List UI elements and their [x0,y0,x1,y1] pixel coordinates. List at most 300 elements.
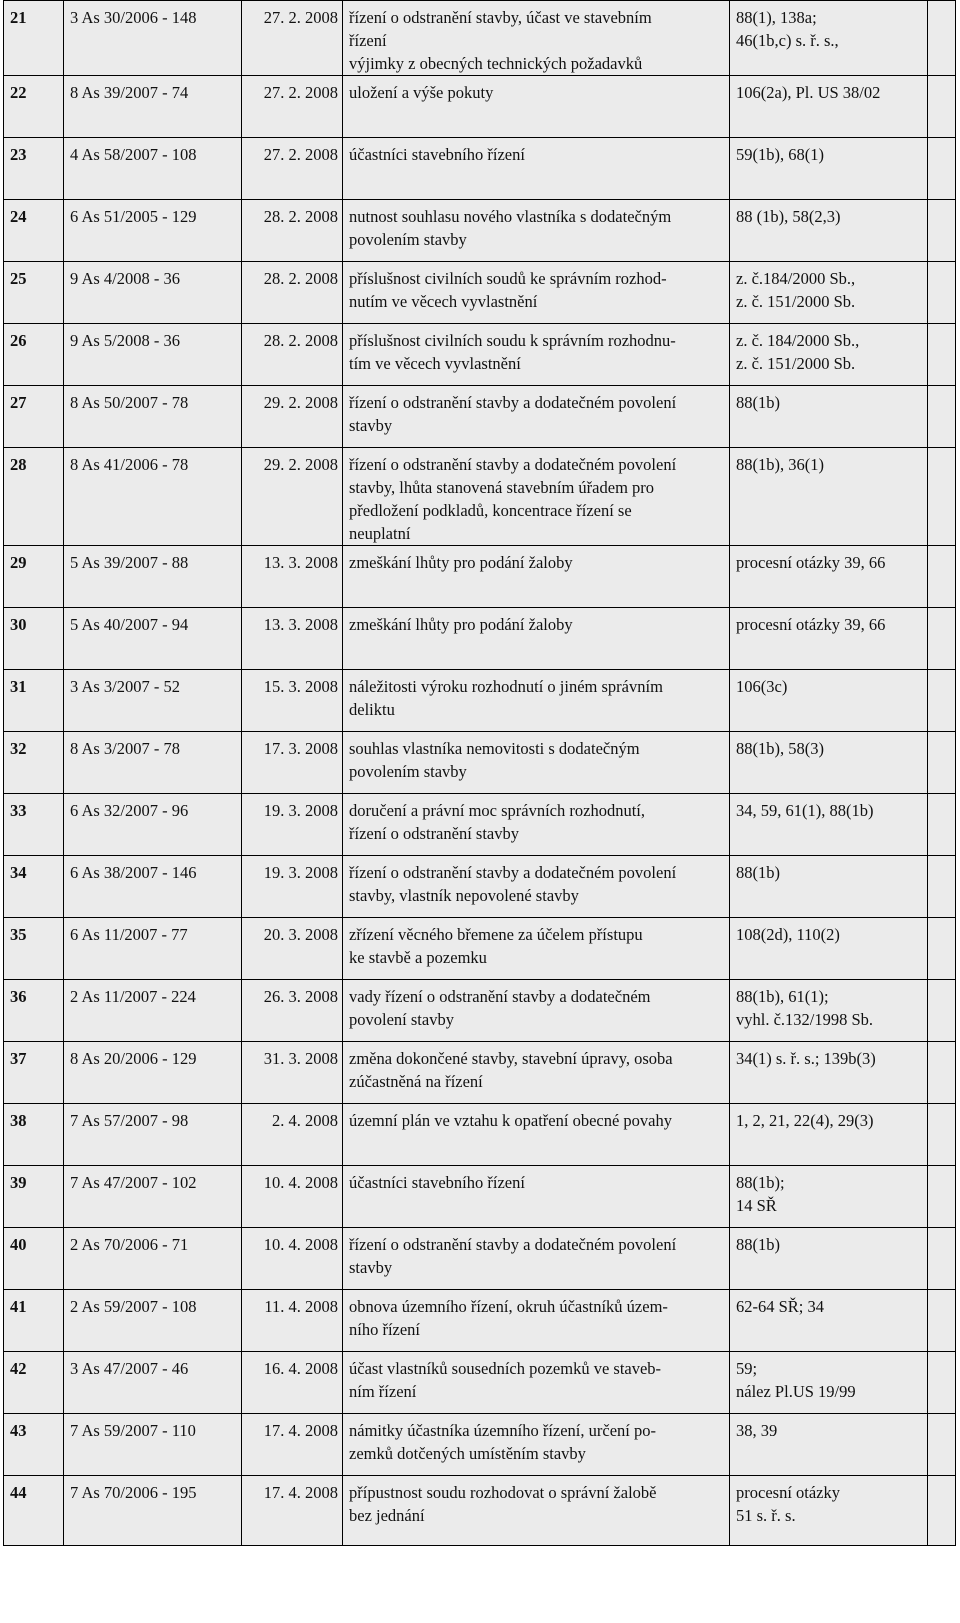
row-number: 21 [10,8,27,27]
decision-date: 15. 3. 2008 [263,677,338,696]
row-number-cell [4,608,64,670]
decision-date-cell [242,1104,343,1166]
subject-line: povolení stavby [349,1010,454,1029]
case-reference-cell [64,386,242,448]
paragraph-reference: z. č. 151/2000 Sb. [736,354,856,373]
table-row [4,448,956,546]
empty-shaded-cell [928,856,956,918]
empty-shaded-cell [928,546,956,608]
paragraphs-cell [730,1228,928,1290]
decision-date: 17. 3. 2008 [263,739,338,758]
paragraph-reference: vyhl. č.132/1998 Sb. [736,1010,874,1029]
case-reference-cell [64,324,242,386]
row-number-cell [4,980,64,1042]
table-row [4,794,956,856]
paragraph-reference: nález Pl.US 19/99 [736,1382,856,1401]
subject-line: neuplatní [349,524,411,543]
paragraph-reference: 88(1b), 36(1) [736,455,824,474]
subject-line: povolením stavby [349,762,467,781]
paragraphs-cell [730,1290,928,1352]
subject-cell [343,200,730,262]
case-reference-cell [64,1166,242,1228]
case-reference: 3 As 47/2007 - 46 [70,1359,189,1378]
case-reference: 9 As 5/2008 - 36 [70,331,181,350]
paragraphs-cell [730,1104,928,1166]
case-reference-cell [64,918,242,980]
subject-line: obnova územního řízení, okruh účastníků územ- [349,1297,668,1316]
row-number-cell [4,1290,64,1352]
decision-date: 13. 3. 2008 [263,615,338,634]
empty-shaded-cell [928,1042,956,1104]
subject-cell [343,1290,730,1352]
subject-line: deliktu [349,700,395,719]
decision-date: 20. 3. 2008 [263,925,338,944]
paragraphs-cell [730,324,928,386]
case-reference: 3 As 3/2007 - 52 [70,677,181,696]
table-row [4,1476,956,1546]
empty-shaded-cell [928,1352,956,1414]
row-number-cell [4,1414,64,1476]
paragraphs-cell [730,608,928,670]
paragraph-reference: 88(1), 138a; [736,8,817,27]
table-row [4,1104,956,1166]
paragraphs-cell [730,918,928,980]
case-reference: 2 As 70/2006 - 71 [70,1235,189,1254]
decision-date: 31. 3. 2008 [263,1049,338,1068]
case-reference-cell [64,670,242,732]
decision-date: 16. 4. 2008 [263,1359,338,1378]
paragraph-reference: 62-64 SŘ; 34 [736,1297,825,1316]
decision-date-cell [242,200,343,262]
table-row [4,1290,956,1352]
subject-line: řízení o odstranění stavby a dodatečném povolení [349,455,677,474]
row-number-cell [4,918,64,980]
decision-date-cell [242,262,343,324]
subject-line: řízení o odstranění stavby a dodatečném povolení [349,1235,677,1254]
case-reference: 7 As 59/2007 - 110 [70,1421,196,1440]
subject-cell [343,1414,730,1476]
subject-cell [343,794,730,856]
row-number: 44 [10,1483,27,1502]
paragraph-reference: 14 SŘ [736,1196,777,1215]
subject-line: přípustnost soudu rozhodovat o správní žalobě [349,1483,657,1502]
paragraph-reference: 51 s. ř. s. [736,1506,796,1525]
table-row [4,1414,956,1476]
case-reference-cell [64,1104,242,1166]
case-reference: 2 As 59/2007 - 108 [70,1297,197,1316]
paragraph-reference: 106(2a), Pl. US 38/02 [736,83,881,102]
case-reference-cell [64,1042,242,1104]
paragraph-reference: 38, 39 [736,1421,778,1440]
subject-line: účast vlastníků sousedních pozemků ve staveb- [349,1359,662,1378]
subject-cell [343,1352,730,1414]
subject-line: účastníci stavebního řízení [349,145,525,164]
subject-line: bez jednání [349,1506,425,1525]
case-reference-cell [64,608,242,670]
case-reference: 9 As 4/2008 - 36 [70,269,181,288]
row-number-cell [4,1352,64,1414]
table-row [4,386,956,448]
table-row [4,1,956,76]
table-row [4,608,956,670]
subject-line: zřízení věcného břemene za účelem přístupu [349,925,643,944]
subject-cell [343,262,730,324]
subject-line: řízení o odstranění stavby [349,824,519,843]
subject-line: změna dokončené stavby, stavební úpravy, osoba [349,1049,673,1068]
paragraph-reference: 88(1b) [736,393,780,412]
paragraphs-cell [730,1414,928,1476]
paragraph-reference: 108(2d), 110(2) [736,925,840,944]
empty-shaded-cell [928,794,956,856]
case-reference-cell [64,1,242,76]
decision-date: 26. 3. 2008 [263,987,338,1006]
empty-shaded-cell [928,670,956,732]
row-number: 22 [10,83,27,102]
subject-line: náležitosti výroku rozhodnutí o jiném správním [349,677,663,696]
empty-shaded-cell [928,200,956,262]
subject-line: příslušnost civilních soudů ke správním rozhod- [349,269,667,288]
table-row [4,138,956,200]
subject-line: nutím ve věcech vyvlastnění [349,292,538,311]
row-number-cell [4,1228,64,1290]
subject-line: řízení [349,31,387,50]
subject-cell [343,386,730,448]
case-reference-cell [64,200,242,262]
case-reference: 6 As 11/2007 - 77 [70,925,188,944]
row-number-cell [4,1104,64,1166]
case-reference: 8 As 20/2006 - 129 [70,1049,197,1068]
table-row [4,1166,956,1228]
table-row [4,918,956,980]
paragraph-reference: procesní otázky 39, 66 [736,553,886,572]
subject-line: námitky účastníka územního řízení, určení po- [349,1421,656,1440]
case-reference-cell [64,1414,242,1476]
subject-cell [343,138,730,200]
row-number-cell [4,1042,64,1104]
subject-line: zúčastněná na řízení [349,1072,483,1091]
case-reference: 7 As 70/2006 - 195 [70,1483,197,1502]
paragraph-reference: 88 (1b), 58(2,3) [736,207,841,226]
empty-shaded-cell [928,1290,956,1352]
table-row [4,732,956,794]
row-number: 24 [10,207,27,226]
row-number: 30 [10,615,27,634]
table-row [4,324,956,386]
subject-line: účastníci stavebního řízení [349,1173,525,1192]
case-reference-cell [64,1290,242,1352]
paragraphs-cell [730,670,928,732]
paragraphs-cell [730,1,928,76]
row-number-cell [4,138,64,200]
row-number: 42 [10,1359,27,1378]
paragraphs-cell [730,546,928,608]
row-number: 36 [10,987,27,1006]
decision-date-cell [242,1414,343,1476]
empty-shaded-cell [928,1414,956,1476]
case-reference-cell [64,1228,242,1290]
row-number: 26 [10,331,27,350]
table-row [4,1042,956,1104]
empty-shaded-cell [928,1166,956,1228]
decision-date-cell [242,1290,343,1352]
decision-date: 28. 2. 2008 [263,207,338,226]
subject-line: zemků dotčených umístěním stavby [349,1444,586,1463]
decision-date: 27. 2. 2008 [263,83,338,102]
subject-line: stavby [349,1258,393,1277]
row-number-cell [4,1166,64,1228]
table-body [4,1,956,1546]
empty-shaded-cell [928,1476,956,1546]
subject-cell [343,1104,730,1166]
empty-shaded-cell [928,386,956,448]
case-reference: 2 As 11/2007 - 224 [70,987,196,1006]
subject-cell [343,1166,730,1228]
decision-date-cell [242,670,343,732]
case-reference: 5 As 39/2007 - 88 [70,553,189,572]
row-number-cell [4,262,64,324]
decision-date-cell [242,546,343,608]
case-reference: 6 As 38/2007 - 146 [70,863,197,882]
subject-cell [343,980,730,1042]
case-law-table [3,0,956,1546]
decision-date: 2. 4. 2008 [272,1111,338,1130]
case-reference: 7 As 47/2007 - 102 [70,1173,197,1192]
row-number: 37 [10,1049,27,1068]
paragraph-reference: procesní otázky 39, 66 [736,615,886,634]
row-number: 39 [10,1173,27,1192]
table-row [4,76,956,138]
subject-line: doručení a právní moc správních rozhodnutí, [349,801,645,820]
subject-line: územní plán ve vztahu k opatření obecné povahy [349,1111,673,1130]
paragraphs-cell [730,1166,928,1228]
paragraphs-cell [730,76,928,138]
empty-shaded-cell [928,324,956,386]
row-number-cell [4,386,64,448]
case-reference: 8 As 50/2007 - 78 [70,393,189,412]
table-row [4,670,956,732]
row-number: 28 [10,455,27,474]
case-reference: 8 As 39/2007 - 74 [70,83,189,102]
row-number: 43 [10,1421,27,1440]
case-reference: 3 As 30/2006 - 148 [70,8,197,27]
row-number-cell [4,76,64,138]
paragraphs-cell [730,856,928,918]
row-number-cell [4,794,64,856]
subject-line: ního řízení [349,1320,421,1339]
row-number: 23 [10,145,27,164]
row-number: 34 [10,863,27,882]
subject-cell [343,546,730,608]
decision-date-cell [242,608,343,670]
table-row [4,262,956,324]
paragraph-reference: 46(1b,c) s. ř. s., [736,31,839,50]
decision-date: 11. 4. 2008 [264,1297,338,1316]
paragraph-reference: z. č. 151/2000 Sb. [736,292,856,311]
paragraph-reference: 88(1b), 61(1); [736,987,829,1006]
paragraphs-cell [730,1042,928,1104]
subject-line: nutnost souhlasu nového vlastníka s dodatečným [349,207,672,226]
case-reference: 6 As 51/2005 - 129 [70,207,197,226]
subject-line: povolením stavby [349,230,467,249]
case-reference-cell [64,732,242,794]
subject-line: řízení o odstranění stavby, účast ve stavebním [349,8,652,27]
empty-shaded-cell [928,138,956,200]
decision-date: 27. 2. 2008 [263,8,338,27]
empty-shaded-cell [928,918,956,980]
row-number-cell [4,856,64,918]
decision-date: 17. 4. 2008 [263,1483,338,1502]
decision-date-cell [242,1042,343,1104]
empty-shaded-cell [928,448,956,546]
empty-shaded-cell [928,262,956,324]
decision-date: 19. 3. 2008 [263,863,338,882]
subject-line: vady řízení o odstranění stavby a dodatečném [349,987,651,1006]
case-reference-cell [64,76,242,138]
paragraphs-cell [730,138,928,200]
table-row [4,980,956,1042]
row-number-cell [4,732,64,794]
subject-line: ke stavbě a pozemku [349,948,487,967]
empty-shaded-cell [928,608,956,670]
decision-date-cell [242,1228,343,1290]
decision-date-cell [242,386,343,448]
subject-cell [343,918,730,980]
paragraph-reference: 59; [736,1359,758,1378]
decision-date-cell [242,324,343,386]
row-number-cell [4,1,64,76]
decision-date: 27. 2. 2008 [263,145,338,164]
paragraphs-cell [730,200,928,262]
row-number: 41 [10,1297,27,1316]
table-row [4,1228,956,1290]
row-number: 31 [10,677,27,696]
decision-date-cell [242,448,343,546]
empty-shaded-cell [928,732,956,794]
paragraph-reference: 34, 59, 61(1), 88(1b) [736,801,874,820]
empty-shaded-cell [928,1228,956,1290]
row-number: 35 [10,925,27,944]
subject-line: příslušnost civilních soudu k správním rozhodnu- [349,331,676,350]
case-reference-cell [64,794,242,856]
table-row [4,856,956,918]
paragraph-reference: 88(1b) [736,1235,780,1254]
decision-date-cell [242,794,343,856]
paragraphs-cell [730,1352,928,1414]
row-number-cell [4,200,64,262]
paragraph-reference: 88(1b), 58(3) [736,739,824,758]
row-number: 38 [10,1111,27,1130]
subject-line: ním řízení [349,1382,417,1401]
decision-date-cell [242,138,343,200]
subject-line: uložení a výše pokuty [349,83,494,102]
case-reference: 7 As 57/2007 - 98 [70,1111,189,1130]
row-number: 40 [10,1235,27,1254]
row-number: 29 [10,553,27,572]
case-reference-cell [64,546,242,608]
subject-line: souhlas vlastníka nemovitosti s dodatečným [349,739,640,758]
decision-date-cell [242,732,343,794]
paragraph-reference: 88(1b) [736,863,780,882]
subject-cell [343,608,730,670]
paragraphs-cell [730,980,928,1042]
decision-date-cell [242,1,343,76]
decision-date-cell [242,918,343,980]
subject-cell [343,856,730,918]
paragraphs-cell [730,732,928,794]
empty-shaded-cell [928,980,956,1042]
paragraphs-cell [730,1476,928,1546]
case-reference-cell [64,262,242,324]
subject-cell [343,1476,730,1546]
subject-line: tím ve věcech vyvlastnění [349,354,521,373]
decision-date: 29. 2. 2008 [263,455,338,474]
paragraph-reference: z. č. 184/2000 Sb., [736,331,860,350]
paragraphs-cell [730,448,928,546]
table-row [4,546,956,608]
case-reference: 8 As 3/2007 - 78 [70,739,181,758]
decision-date-cell [242,1166,343,1228]
decision-date-cell [242,856,343,918]
paragraph-reference: 59(1b), 68(1) [736,145,824,164]
decision-date: 28. 2. 2008 [263,269,338,288]
paragraph-reference: procesní otázky [736,1483,841,1502]
subject-cell [343,76,730,138]
row-number: 32 [10,739,27,758]
decision-date: 28. 2. 2008 [263,331,338,350]
subject-cell [343,448,730,546]
empty-shaded-cell [928,76,956,138]
subject-line: předložení podkladů, koncentrace řízení se [349,501,632,520]
row-number-cell [4,546,64,608]
row-number-cell [4,670,64,732]
row-number-cell [4,1476,64,1546]
decision-date: 10. 4. 2008 [263,1173,338,1192]
case-reference-cell [64,448,242,546]
decision-date: 29. 2. 2008 [263,393,338,412]
subject-line: zmeškání lhůty pro podání žaloby [349,615,573,634]
decision-date: 19. 3. 2008 [263,801,338,820]
row-number-cell [4,448,64,546]
subject-line: stavby [349,416,393,435]
subject-line: řízení o odstranění stavby a dodatečném povolení [349,393,677,412]
case-reference: 6 As 32/2007 - 96 [70,801,189,820]
case-reference-cell [64,1476,242,1546]
subject-cell [343,732,730,794]
case-reference-cell [64,856,242,918]
subject-line: výjimky z obecných technických požadavků [349,54,643,73]
empty-shaded-cell [928,1,956,76]
row-number: 25 [10,269,27,288]
paragraph-reference: 1, 2, 21, 22(4), 29(3) [736,1111,874,1130]
case-reference: 4 As 58/2007 - 108 [70,145,197,164]
paragraph-reference: 88(1b); [736,1173,785,1192]
subject-line: stavby, vlastník nepovolené stavby [349,886,579,905]
decision-date: 13. 3. 2008 [263,553,338,572]
paragraphs-cell [730,794,928,856]
case-reference: 8 As 41/2006 - 78 [70,455,189,474]
decision-date-cell [242,1476,343,1546]
row-number: 27 [10,393,27,412]
case-reference-cell [64,138,242,200]
subject-cell [343,324,730,386]
case-reference: 5 As 40/2007 - 94 [70,615,189,634]
decision-date: 17. 4. 2008 [263,1421,338,1440]
paragraph-reference: z. č.184/2000 Sb., [736,269,856,288]
table-row [4,1352,956,1414]
paragraphs-cell [730,262,928,324]
row-number: 33 [10,801,27,820]
paragraph-reference: 106(3c) [736,677,788,696]
